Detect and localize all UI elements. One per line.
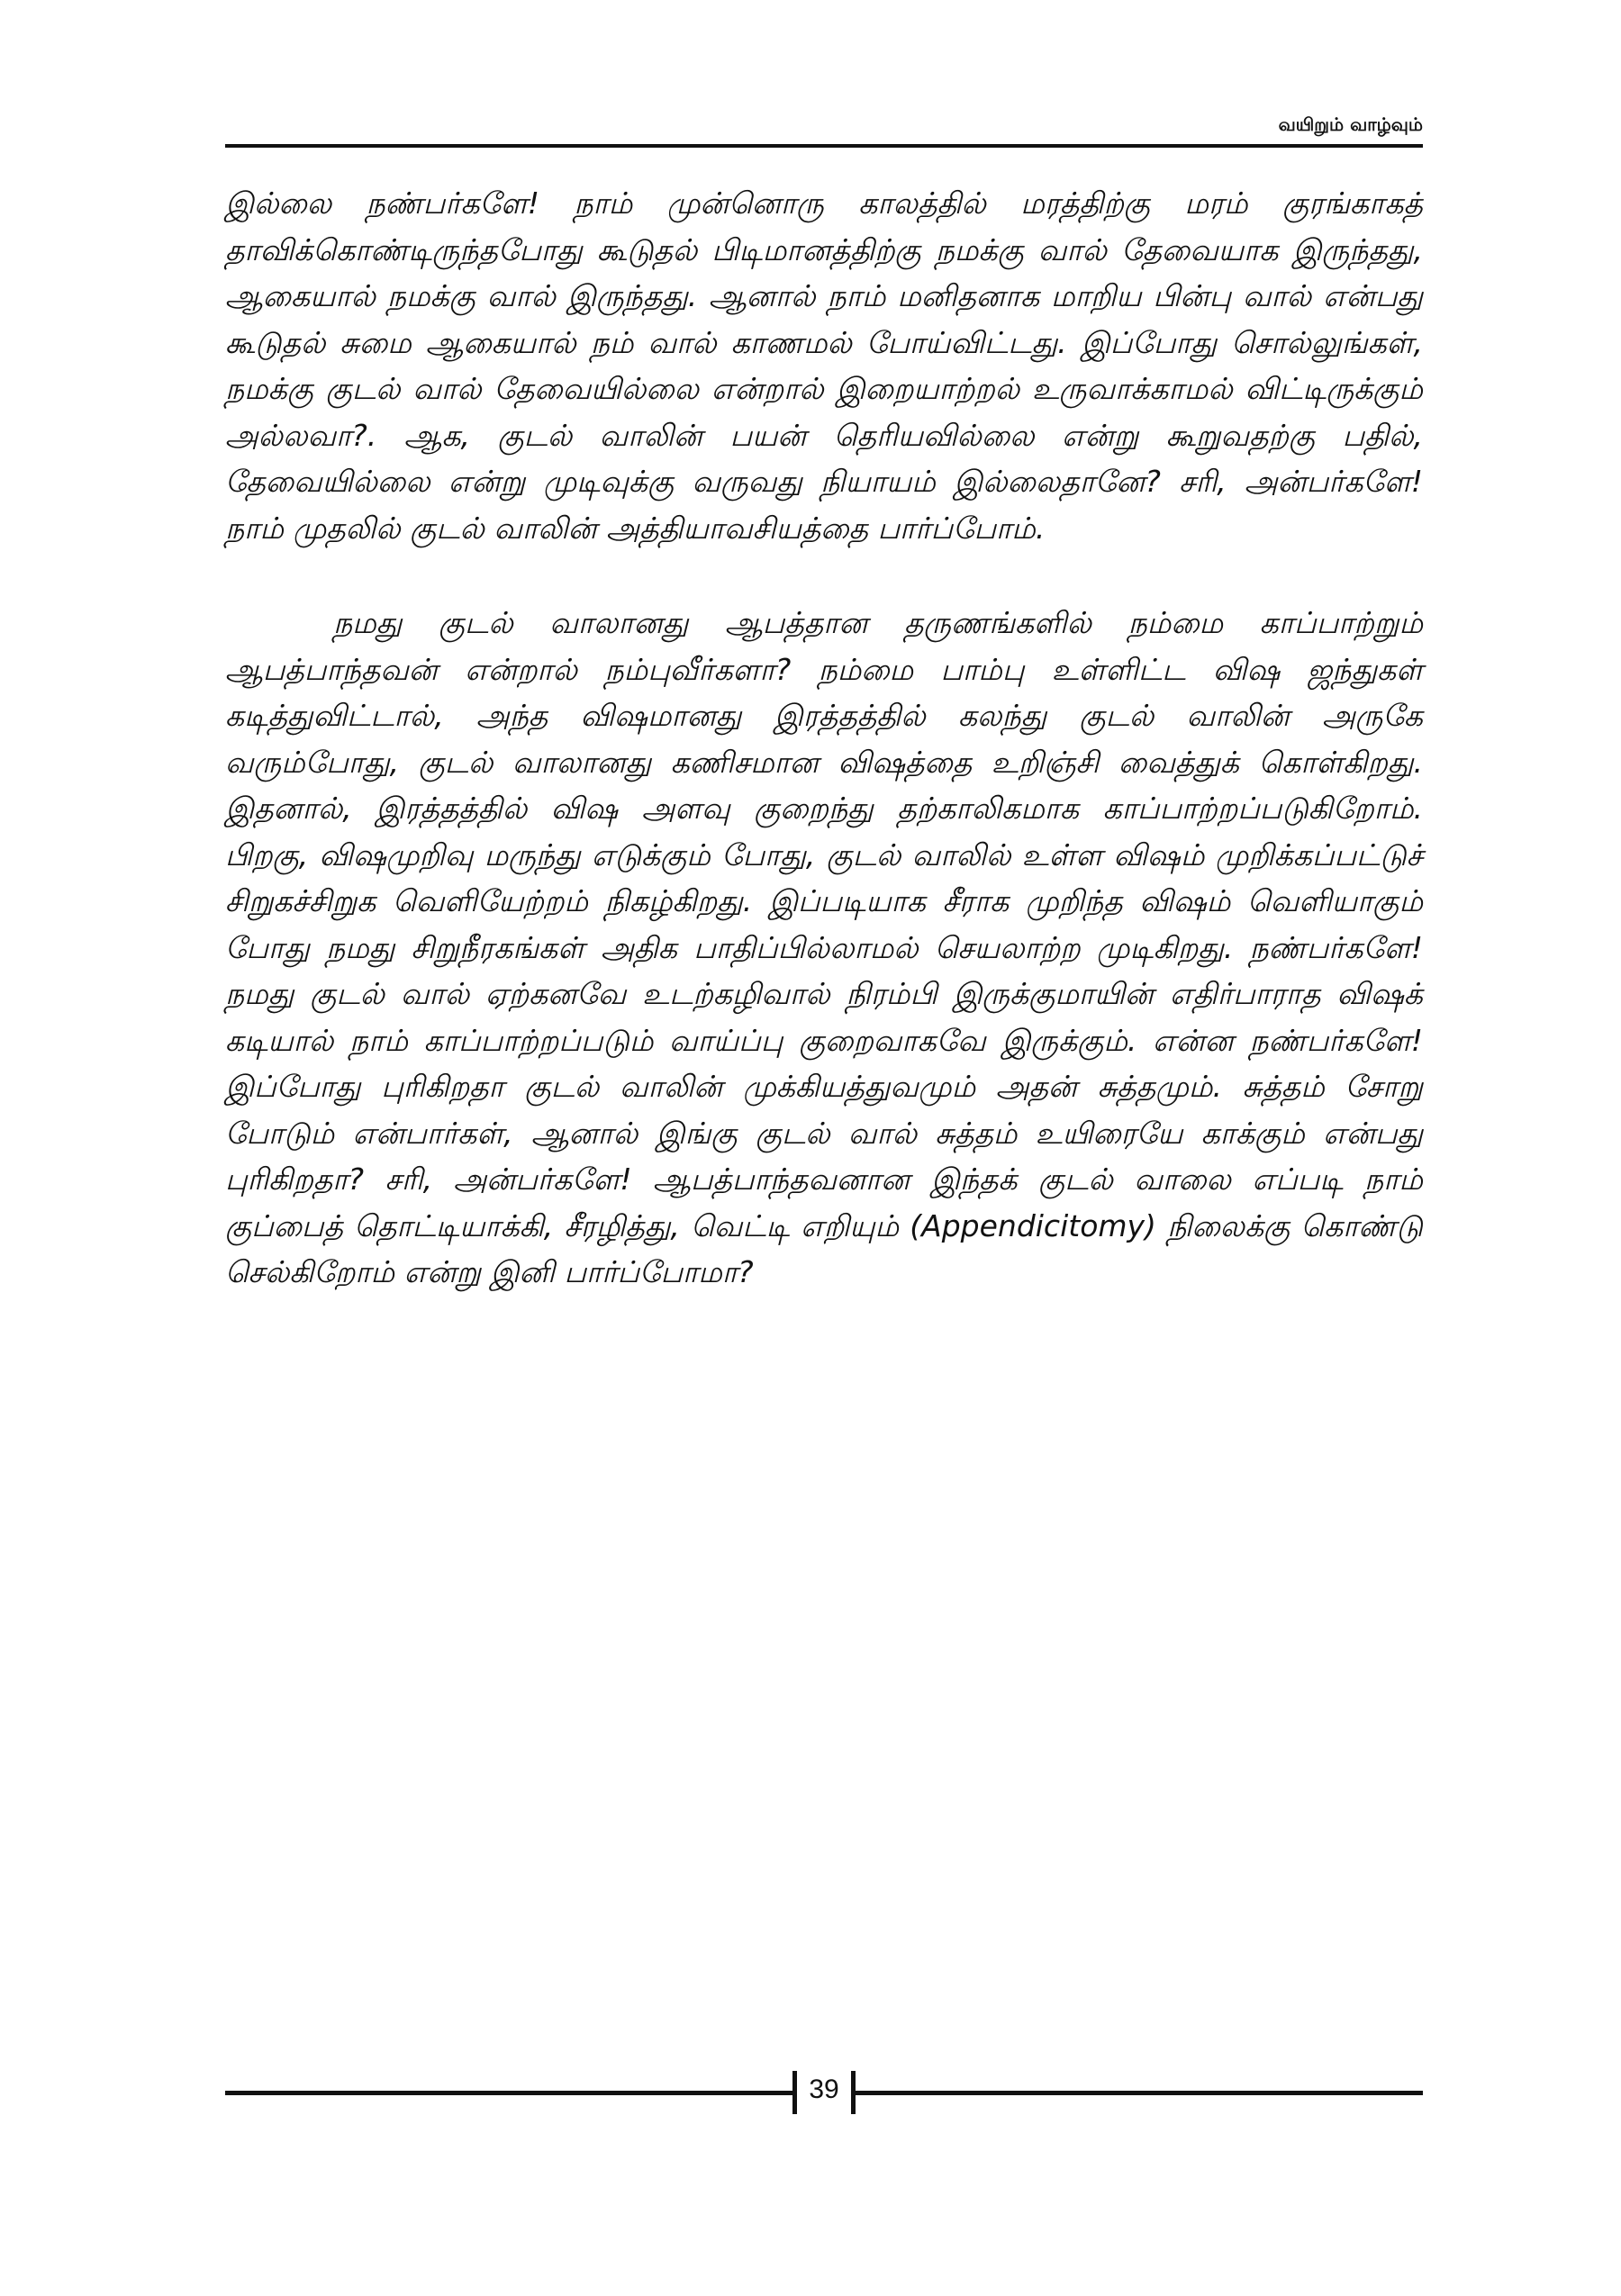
footer-rule-left (225, 2091, 792, 2095)
page-footer (225, 2071, 1423, 2114)
paragraph-1: இல்லை நண்பர்களே! நாம் முன்னொரு காலத்தில் மரத்திற்கு மரம் குரங்காகத் தாவிக்கொண்டிருந்தபோது கூடுதல் பிடிமானத்திற்கு நமக்கு வால் தேவையாக இருந்தது, ஆகையால் நமக்கு வால் இருந்தது. ஆனால் நாம் மனிதனாக மாறிய பின்பு வால் என்பது கூடுதல் சுமை ஆகையால் நம் வால் காணமல் போய்விட்டது. இப்போது சொல்லுங்கள், நமக்கு குடல் வால் தேவையில்லை என்றால் இறையாற்றல் உருவாக்காமல் விட்டிருக்கும் அல்லவா?. ஆக, குடல் வாலின் பயன் தெரியவில்லை என்று கூறுவதற்கு பதில், தேவையில்லை என்று முடிவுக்கு வருவது நியாயம் இல்லைதானே? சரி, அன்பர்களே! நாம் முதலில் குடல் வாலின் அத்தியாவசியத்தை பார்ப்போம். (225, 185, 1423, 546)
running-header: வயிறும் வாழ்வும் (1278, 113, 1423, 135)
page-number: 39 (809, 2075, 839, 2104)
header-rule (225, 144, 1423, 148)
footer-rule-right (856, 2091, 1423, 2095)
paragraph-2: நமது குடல் வாலானது ஆபத்தான தருணங்களில் நம்மை காப்பாற்றும் ஆபத்பாந்தவன் என்றால் நம்புவீர்களா? நம்மை பாம்பு உள்ளிட்ட விஷ ஜந்துகள் கடித்துவிட்டால், அந்த விஷமானது இரத்தத்தில் கலந்து குடல் வாலின் அருகே வரும்போது, குடல் வாலானது கணிசமான விஷத்தை உறிஞ்சி வைத்துக் கொள்கிறது. இதனால், இரத்தத்தில் விஷ அளவு குறைந்து தற்காலிகமாக காப்பாற்றப்படுகிறோம். பிறகு, விஷமுறிவு மருந்து எடுக்கும் போது, குடல் வாலில் உள்ள விஷம் முறிக்கப்பட்டுச் சிறுகச்சிறுக வெளியேற்றம் நிகழ்கிறது. இப்படியாக சீராக முறிந்த விஷம் வெளியாகும் போது நமது சிறுநீரகங்கள் அதிக பாதிப்பில்லாமல் செயலாற்ற முடிகிறது. நண்பர்களே! நமது குடல் வால் ஏற்கனவே உடற்கழிவால் நிரம்பி இருக்குமாயின் எதிர்பாராத விஷக் கடியால் நாம் காப்பாற்றப்படும் வாய்ப்பு குறைவாகவே இருக்கும். என்ன நண்பர்களே! இப்போது புரிகிறதா குடல் வாலின் முக்கியத்துவமும் அதன் சுத்தமும். சுத்தம் சோறு போடும் என்பார்கள், ஆனால் இங்கு குடல் வால் சுத்தம் உயிரையே காக்கும் என்பது புரிகிறதா? சரி, அன்பர்களே! ஆபத்பாந்தவனான இந்தக் குடல் வாலை எப்படி நாம் குப்பைத் தொட்டியாக்கி, சீரழித்து, வெட்டி எறியும் (Appendicitomy) நிலைக்கு கொண்டு செல்கிறோம் என்று இனி பார்ப்போமா? (225, 605, 1423, 1289)
body-text (225, 180, 1423, 1296)
